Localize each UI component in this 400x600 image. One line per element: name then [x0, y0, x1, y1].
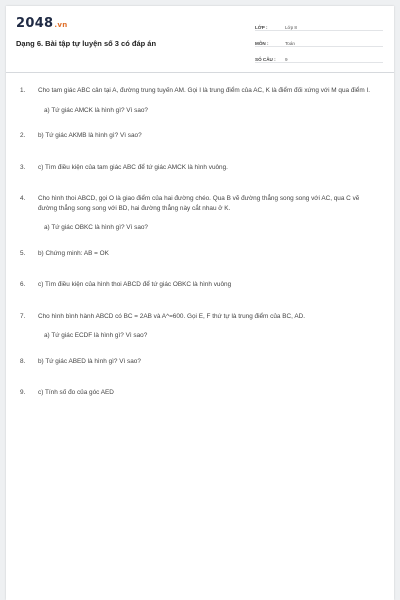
document-title: Dạng 6. Bài tập tự luyện số 3 có đáp án: [16, 39, 157, 48]
meta-class-label: LỚP :: [255, 25, 268, 30]
logo-text: 2048: [16, 16, 54, 31]
question-6: [20, 280, 380, 290]
question-number: 6.: [20, 281, 26, 288]
question-text: Cho hình thoi ABCD, gọi O là giao điểm của hai đường chéo. Qua B vẽ đường thẳng song song với AC, qua C vẽ đường thẳng song song với BD, hai đường thẳng này cắt nhau ở K.: [38, 195, 360, 212]
question-text: b) Chứng minh: AB = OK: [38, 249, 109, 257]
question-number: 5.: [20, 249, 26, 257]
meta-count-row: [255, 50, 383, 63]
question-text: c) Tính số đo của góc AED: [38, 389, 114, 396]
question-subpart: a) Tứ giác ECDF là hình gì? Vì sao?: [44, 332, 148, 339]
meta-count-value: 9: [285, 57, 288, 62]
question-text: Cho hình bình hành ABCD có BC = 2AB và A^=600. Gọi E, F thứ tự là trung điểm của BC, AD.: [38, 312, 305, 320]
question-number: 7.: [20, 312, 26, 320]
worksheet-page: [6, 6, 394, 600]
question-text: b) Tứ giác AKMB là hình gì? Vì sao?: [38, 132, 142, 139]
question-number: 9.: [20, 389, 26, 396]
question-text: c) Tìm điều kiện của tam giác ABC để tứ giác AMCK là hình vuông.: [38, 163, 228, 171]
question-text: Cho tam giác ABC cân tại A, đường trung tuyến AM. Gọi I là trung điểm của AC, K là điểm đối xứng với M qua điểm I.: [38, 87, 371, 94]
question-9: [20, 388, 380, 398]
question-4: [20, 194, 380, 233]
question-subpart: a) Tứ giác OBKC là hình gì? Vì sao?: [44, 224, 148, 231]
question-number: 2.: [20, 132, 26, 139]
question-number: 4.: [20, 195, 26, 202]
question-text: b) Tứ giác ABED là hình gì? Vì sao?: [38, 357, 141, 365]
meta-subject-row: [255, 34, 383, 47]
question-text: c) Tìm điều kiện của hình thoi ABCD để tứ giác OBKC là hình vuông: [38, 281, 232, 288]
logo-suffix: .vn: [54, 21, 68, 29]
question-3: [20, 163, 380, 173]
meta-subject-label: MÔN :: [255, 41, 269, 46]
question-number: 1.: [20, 87, 26, 94]
question-2: [20, 131, 380, 141]
meta-class-row: [255, 18, 383, 31]
meta-class-value: Lớp 8: [285, 25, 297, 30]
site-logo[interactable]: [16, 16, 68, 31]
question-list: [20, 86, 380, 398]
question-1: [20, 86, 380, 115]
meta-subject-value: Toán: [285, 41, 295, 46]
question-8: [20, 357, 380, 367]
question-7: [20, 312, 380, 341]
question-number: 3.: [20, 163, 26, 171]
worksheet-header: [6, 6, 394, 73]
meta-info: [255, 18, 383, 66]
question-subpart: a) Tứ giác AMCK là hình gì? Vì sao?: [44, 106, 148, 114]
meta-count-label: SỐ CÂU :: [255, 57, 276, 62]
question-5: [20, 249, 380, 259]
question-number: 8.: [20, 357, 26, 365]
